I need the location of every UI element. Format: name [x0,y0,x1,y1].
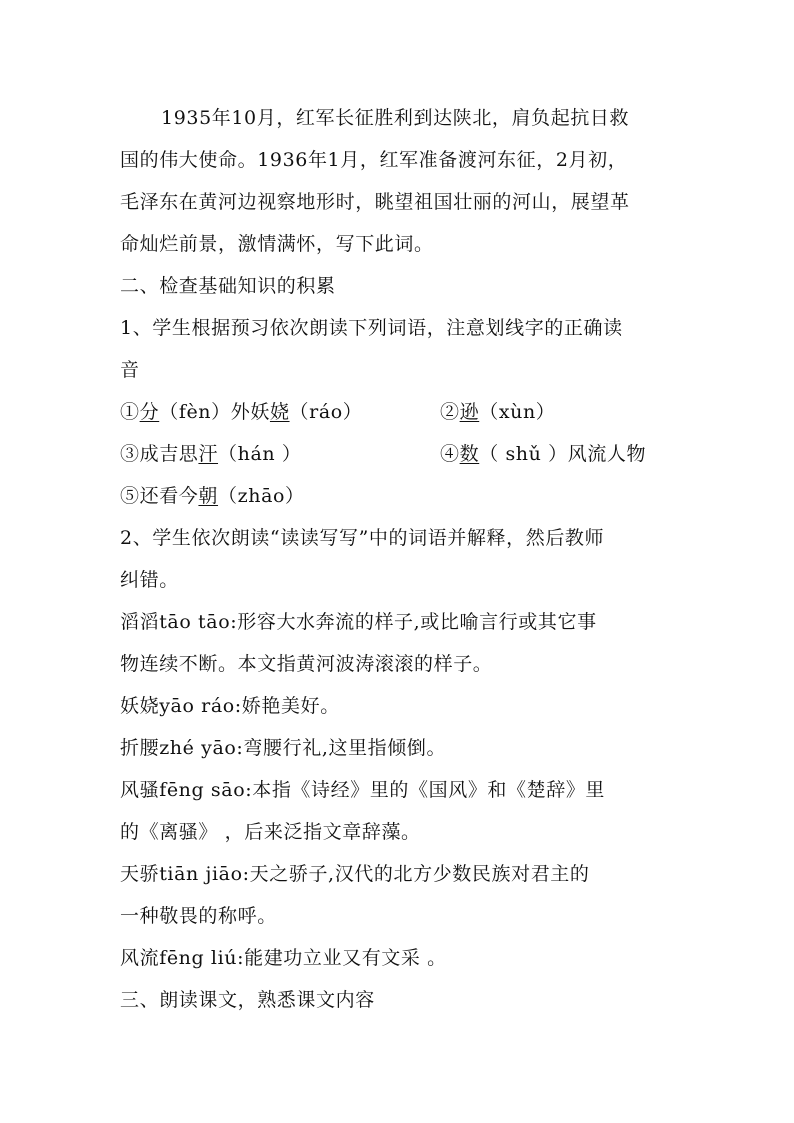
pinyin-text: （hán ） [218,443,302,465]
underlined-char: 朝 [198,485,219,507]
task1-line-1: 1、学生根据预习依次朗读下列词语，注意划线字的正确读 [120,317,623,339]
pinyin-item [120,441,301,467]
intro-line-3: 毛泽东在黄河边视察地形时，眺望祖国壮丽的河山，展望革 [120,191,630,213]
section-heading: 二、检查基础知识的积累 [120,275,336,297]
item-number: ① [120,401,140,423]
pinyin-text: （ shǔ ）风流人物 [479,443,647,465]
pinyin-prefix: 成吉思 [139,443,199,465]
task2-line-2: 纠错。 [120,569,179,591]
vocab-entry: 风流fēng liú:能建功立业又有文采 。 [120,947,447,969]
vocab-entry: 折腰zhé yāo:弯腰行礼,这里指倾倒。 [120,737,447,759]
pinyin-item [120,483,305,509]
pinyin-item [440,441,646,467]
intro-line-2: 国的伟大使命。1936年1月，红军准备渡河东征，2月初， [120,149,628,171]
pinyin-text: （zhāo） [218,485,305,507]
underlined-char: 数 [459,443,480,465]
task1-line-2: 音 [120,359,140,381]
pinyin-item [440,399,555,425]
underlined-char: 汗 [198,443,219,465]
pinyin-text: （fèn）外妖 [159,401,270,423]
intro-line-1: 1935年10月，红军长征胜利到达陕北，肩负起抗日救 [161,107,630,129]
underlined-char: 分 [139,401,160,423]
vocab-entry: 天骄tiān jiāo:天之骄子,汉代的北方少数民族对君主的 [120,863,590,885]
vocab-entry-continued: 物连续不断。本文指黄河波涛滚滚的样子。 [120,653,493,675]
underlined-char: 逊 [459,401,480,423]
vocab-entry-continued: 一种敬畏的称呼。 [120,905,277,927]
vocab-entry: 滔滔tāo tāo:形容大水奔流的样子,或比喻言行或其它事 [120,611,597,633]
pinyin-text: （xùn） [479,401,556,423]
task2-line-1: 2、学生依次朗读“读读写写”中的词语并解释，然后教师 [120,527,605,549]
pinyin-item [120,399,362,425]
section-heading: 三、朗读课文，熟悉课文内容 [120,989,375,1011]
pinyin-text: （ráo） [289,401,363,423]
pinyin-prefix: 还看今 [139,485,199,507]
item-number: ⑤ [120,485,140,507]
underlined-char: 娆 [269,401,290,423]
intro-line-4: 命灿烂前景，激情满怀，写下此词。 [120,233,434,255]
vocab-entry: 风骚fēng sāo:本指《诗经》里的《国风》和《楚辞》里 [120,779,606,801]
item-number: ④ [440,443,460,465]
vocab-entry: 妖娆yāo ráo:娇艳美好。 [120,695,340,717]
vocab-entry-continued: 的《离骚》 ，后来泛指文章辞藻。 [120,821,421,843]
item-number: ③ [120,443,140,465]
item-number: ② [440,401,460,423]
